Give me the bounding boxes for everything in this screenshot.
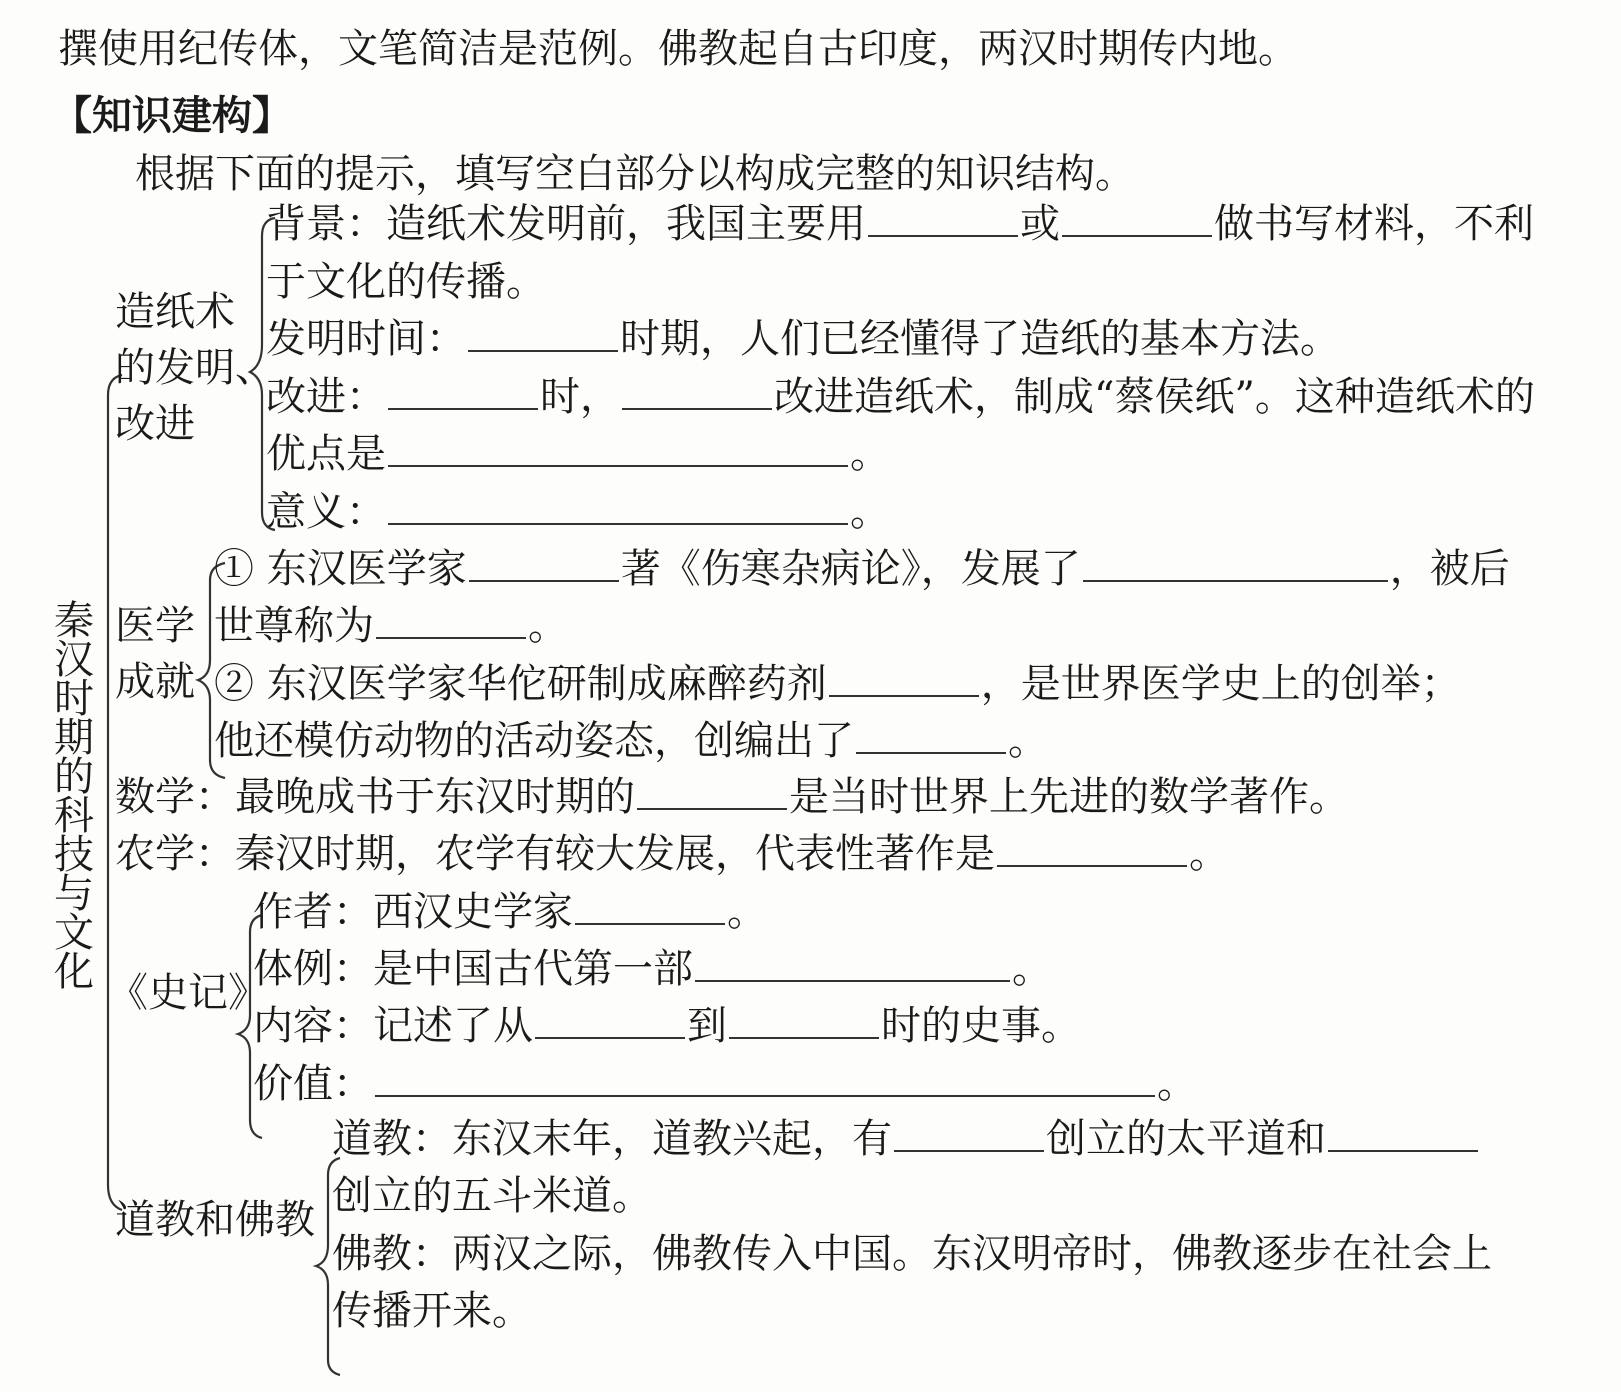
text-segment: 。 xyxy=(727,889,767,935)
fill-blank[interactable] xyxy=(894,1116,1044,1152)
text-segment: 或 xyxy=(1020,201,1060,247)
vertical-title-char: 文 xyxy=(54,910,94,956)
text-segment: 意义： xyxy=(266,489,386,535)
category-religion: 道教和佛教 xyxy=(115,1197,315,1243)
intro-text: 撰使用纪传体，文笔简洁是范例。佛教起自古印度，两汉时期传内地。 xyxy=(58,26,1298,72)
category-paper xyxy=(115,284,275,452)
medicine-item-2-cont xyxy=(214,717,1048,765)
vertical-title xyxy=(52,598,96,995)
shiji-author-line xyxy=(253,888,767,936)
vertical-title-char: 汉 xyxy=(54,637,94,683)
text-segment: 。 xyxy=(528,603,568,649)
agriculture-line xyxy=(115,830,1229,878)
category-line: 成就 xyxy=(115,659,195,705)
text-segment: 内容：记述了从 xyxy=(253,1003,533,1049)
buddhism-cont: 传播开来。 xyxy=(332,1288,532,1334)
fill-blank[interactable] xyxy=(388,374,538,410)
fill-blank[interactable] xyxy=(856,718,1006,754)
paper-meaning-line xyxy=(266,488,890,536)
medicine-item-1-cont xyxy=(214,602,568,650)
text-segment: 到 xyxy=(687,1003,727,1049)
fill-blank[interactable] xyxy=(1062,201,1212,237)
vertical-title-char: 的 xyxy=(54,754,94,800)
text-segment: 时， xyxy=(540,374,620,420)
fill-blank[interactable] xyxy=(468,316,618,352)
text-segment: 体例：是中国古代第一部 xyxy=(253,946,693,992)
text-segment: 时的史事。 xyxy=(881,1003,1081,1049)
text-segment: ，是世界医学史上的创举； xyxy=(980,661,1461,707)
vertical-title-char: 期 xyxy=(54,715,94,761)
category-line: 造纸术 xyxy=(115,289,235,335)
text-segment: 著《伤寒杂病论》，发展了 xyxy=(620,546,1081,592)
text-segment: 是当时世界上先进的数学著作。 xyxy=(789,774,1349,820)
category-line: 医学 xyxy=(115,603,195,649)
text-segment: 。 xyxy=(1157,1061,1197,1107)
text-segment: 创立的太平道和 xyxy=(1046,1116,1326,1162)
vertical-title-char: 秦 xyxy=(54,598,94,644)
fill-blank[interactable] xyxy=(1328,1116,1478,1152)
category-line: 的发明、 xyxy=(115,345,275,391)
text-segment: 。 xyxy=(850,489,890,535)
category-shiji: 《史记》 xyxy=(108,970,268,1016)
text-segment: 农学：秦汉时期，农学有较大发展，代表性著作是 xyxy=(115,831,995,877)
instruction-text: 根据下面的提示，填写空白部分以构成完整的知识结构。 xyxy=(135,151,1135,197)
text-segment: 价值： xyxy=(253,1061,373,1107)
fill-blank[interactable] xyxy=(376,603,526,639)
paper-invention-line xyxy=(266,315,1340,363)
text-segment: 数学：最晚成书于东汉时期的 xyxy=(115,774,635,820)
text-segment: ，被后 xyxy=(1389,546,1510,592)
text-segment: 改进： xyxy=(266,374,386,420)
medicine-item-2 xyxy=(214,660,1461,708)
vertical-title-char: 科 xyxy=(54,793,94,839)
text-segment: 世尊称为 xyxy=(214,603,374,649)
text-segment: 优点是 xyxy=(266,431,386,477)
paper-background-line xyxy=(266,200,1534,248)
text-segment: 改进造纸术，制成“蔡侯纸”。这种造纸术的 xyxy=(774,374,1535,420)
shiji-style-line xyxy=(253,945,1052,993)
fill-blank[interactable] xyxy=(695,946,1010,982)
shiji-content-line xyxy=(253,1002,1081,1050)
text-segment: 。 xyxy=(1189,831,1229,877)
fill-blank[interactable] xyxy=(622,374,772,410)
fill-blank[interactable] xyxy=(829,661,979,697)
category-line: 改进 xyxy=(115,401,195,447)
text-segment: 。 xyxy=(850,431,890,477)
paper-improve-line xyxy=(266,373,1535,421)
fill-blank[interactable] xyxy=(375,1061,1155,1097)
category-medicine xyxy=(115,598,195,710)
math-line xyxy=(115,773,1349,821)
text-segment: ② 东汉医学家华佗研制成麻醉药剂 xyxy=(214,661,827,707)
paper-improve-cont xyxy=(266,430,890,478)
fill-blank[interactable] xyxy=(997,831,1187,867)
vertical-title-char: 化 xyxy=(54,949,94,995)
vertical-title-char: 与 xyxy=(54,871,94,917)
fill-blank[interactable] xyxy=(535,1003,685,1039)
text-segment: 背景：造纸术发明前，我国主要用 xyxy=(266,201,866,247)
text-segment: 时期，人们已经懂得了造纸的基本方法。 xyxy=(620,316,1340,362)
medicine-item-1 xyxy=(214,545,1510,593)
taoism-line xyxy=(332,1115,1480,1163)
fill-blank[interactable] xyxy=(388,431,848,467)
vertical-title-char: 技 xyxy=(54,832,94,878)
vertical-title-char: 时 xyxy=(54,676,94,722)
fill-blank[interactable] xyxy=(868,201,1018,237)
text-segment: 。 xyxy=(1008,718,1048,764)
text-segment: 作者：西汉史学家 xyxy=(253,889,573,935)
text-segment: ① 东汉医学家 xyxy=(214,546,467,592)
text-segment: 道教：东汉末年，道教兴起，有 xyxy=(332,1116,892,1162)
fill-blank[interactable] xyxy=(637,774,787,810)
fill-blank[interactable] xyxy=(729,1003,879,1039)
text-segment: 做书写材料，不利 xyxy=(1214,201,1534,247)
fill-blank[interactable] xyxy=(469,546,619,582)
text-segment: 他还模仿动物的活动姿态，创编出了 xyxy=(214,718,854,764)
taoism-cont: 创立的五斗米道。 xyxy=(332,1173,652,1219)
fill-blank[interactable] xyxy=(575,889,725,925)
paper-background-cont: 于文化的传播。 xyxy=(266,259,546,305)
fill-blank[interactable] xyxy=(388,489,848,525)
buddhism-line: 佛教：两汉之际，佛教传入中国。东汉明帝时，佛教逐步在社会上 xyxy=(332,1231,1492,1277)
fill-blank[interactable] xyxy=(1083,546,1388,582)
text-segment: 发明时间： xyxy=(266,316,466,362)
text-segment: 。 xyxy=(1012,946,1052,992)
shiji-value-line xyxy=(253,1060,1197,1108)
section-heading: 【知识建构】 xyxy=(52,93,292,139)
